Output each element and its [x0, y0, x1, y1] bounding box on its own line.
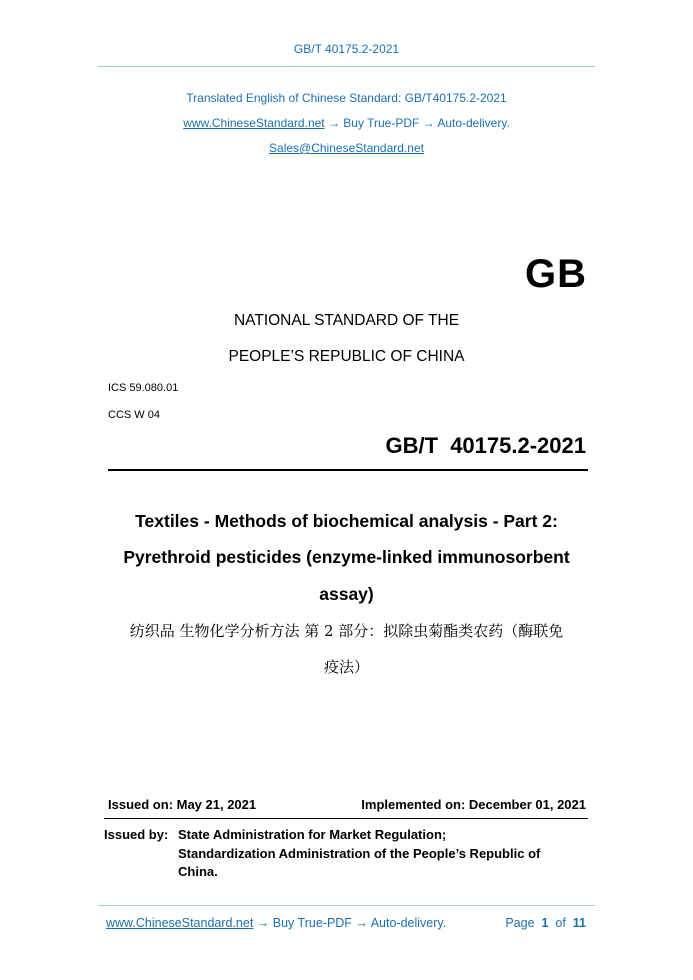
issued-by-label: Issued by:	[104, 827, 169, 842]
issued-by-authorities	[178, 826, 598, 882]
header-standard-code: GB/T 40175.2-2021	[293, 42, 400, 56]
issued-by-line-2: Standardization Administration of the People’s Republic of	[178, 845, 541, 861]
issued-on-date: Issued on: May 21, 2021	[108, 797, 257, 812]
gb-logo: GB	[525, 252, 587, 296]
title-english-line-2: Pyrethroid pesticides (enzyme-linked immunosorbent	[123, 547, 570, 567]
page-label: Page	[505, 916, 535, 930]
title-chinese-line-2: 疫法）	[323, 658, 369, 676]
issued-by-line-1: State Administration for Market Regulation;	[178, 827, 447, 842]
national-standard-line-2: PEOPLE’S REPUBLIC OF CHINA	[228, 348, 465, 365]
national-standard-line-1: NATIONAL STANDARD OF THE	[233, 312, 460, 329]
page-total: 11	[572, 916, 586, 930]
implemented-on-date: Implemented on: December 01, 2021	[361, 797, 586, 812]
header-divider	[98, 66, 595, 67]
title-english-line-3: assay)	[319, 584, 374, 604]
footer-purchase-text: → Buy True-PDF → Auto-delivery.	[253, 916, 447, 930]
promo-purchase-line	[0, 116, 693, 130]
footer	[106, 916, 586, 930]
standard-number: GB/T 40175.2-2021	[385, 433, 586, 458]
standard-number-rule	[108, 469, 588, 471]
promo-purchase-text: → Buy True-PDF → Auto-delivery.	[324, 116, 510, 130]
page-of: of	[555, 916, 566, 930]
footer-site-link[interactable]: www.ChineseStandard.net	[106, 916, 254, 930]
issued-by-line-3: China.	[178, 864, 218, 879]
title-chinese-line-1: 纺织品 生物化学分析方法 第 2 部分：拟除虫菊酯类农药（酶联免	[129, 622, 564, 640]
dates-rule	[104, 818, 588, 819]
footer-divider	[98, 905, 595, 906]
promo-email-link[interactable]: Sales@ChineseStandard.net	[269, 141, 424, 155]
promo-email-line	[0, 141, 693, 155]
promo-translation-line: Translated English of Chinese Standard: GB/T40175.2-2021	[186, 91, 507, 105]
page-indicator	[505, 916, 586, 930]
page-current: 1	[541, 916, 549, 930]
ics-code: ICS 59.080.01	[108, 382, 179, 394]
ccs-code: CCS W 04	[108, 409, 160, 421]
title-english-line-1: Textiles - Methods of biochemical analysis - Part 2:	[135, 511, 558, 531]
promo-site-link[interactable]: www.ChineseStandard.net	[183, 116, 325, 130]
